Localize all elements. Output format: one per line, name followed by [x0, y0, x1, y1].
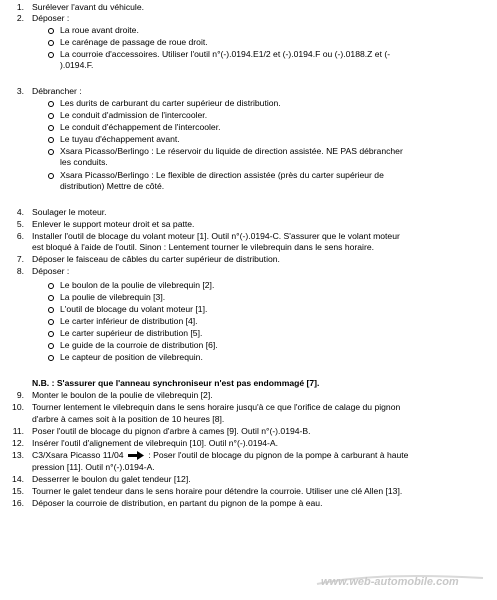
right-arrow-icon — [128, 451, 144, 460]
bullet-icon — [48, 113, 54, 119]
bullet-icon — [48, 40, 54, 46]
bullet-icon — [48, 355, 54, 361]
bullet-icon — [48, 52, 54, 58]
step-number: 4. — [16, 207, 24, 217]
step-text: Installer l'outil de blocage du volant moteur [1]. Outil n°(-).0194-C. S'assurer que le volant moteur — [32, 231, 400, 241]
step-text: Surélever l'avant du véhicule. — [32, 2, 144, 12]
step-text: Monter le boulon de la poulie de vilebrequin [2]. — [32, 390, 213, 400]
bullet-icon — [48, 28, 54, 34]
bullet-icon — [48, 101, 54, 107]
bullet-icon — [48, 137, 54, 143]
bullet-icon — [48, 307, 54, 313]
step-text: Insérer l'outil d'alignement de vilebrequin [10]. Outil n°(-).0194-A. — [32, 438, 279, 448]
bullet-icon — [48, 331, 54, 337]
bullet-icon — [48, 343, 54, 349]
step-number: 1. — [16, 2, 24, 12]
step-text-action: : Poser l'outil de blocage du pignon de la pompe à carburant à haute — [148, 450, 409, 460]
bullet-icon — [48, 125, 54, 131]
step-number: 16. — [12, 498, 24, 508]
step-number: 15. — [12, 486, 24, 496]
step-number: 2. — [16, 13, 24, 23]
watermark-logo — [315, 568, 485, 590]
step-number: 14. — [12, 474, 24, 484]
bullet-icon — [48, 295, 54, 301]
bullet-icon — [48, 149, 54, 155]
step-number: 7. — [16, 254, 24, 264]
step-number: 10. — [12, 402, 24, 412]
step-text: Débrancher : — [32, 86, 82, 96]
step-text: Déposer : — [32, 13, 70, 23]
step-text-model: C3/Xsara Picasso 11/04 — [32, 450, 124, 460]
step-text: Tourner lentement le vilebrequin dans le sens horaire jusqu'à ce que l'orifice de calage du pignon — [32, 402, 401, 412]
step-text: Tourner le galet tendeur dans le sens horaire pour détendre la courroie. Utiliser une clé Allen [13]. — [32, 486, 403, 496]
note-text: N.B. : S'assurer que l'anneau synchroniseur n'est pas endommagé [7]. — [32, 378, 320, 388]
bullet-icon — [48, 319, 54, 325]
step-text: Enlever le support moteur droit et sa patte. — [32, 219, 195, 229]
step-number: 6. — [16, 231, 24, 241]
step-number: 12. — [12, 438, 24, 448]
step-text: Desserrer le boulon du galet tendeur [12]. — [32, 474, 191, 484]
step-text: Déposer : — [32, 266, 70, 276]
step-text — [32, 450, 491, 461]
step-text: Soulager le moteur. — [32, 207, 107, 217]
step-number: 9. — [16, 390, 24, 400]
step-number: 3. — [16, 86, 24, 96]
bullet-icon — [48, 173, 54, 179]
bullet-icon — [48, 283, 54, 289]
step-text: Poser l'outil de blocage du pignon d'arbre à cames [9]. Outil n°(-).0194-B. — [32, 426, 311, 436]
step-number: 13. — [12, 450, 24, 460]
step-text: Déposer la courroie de distribution, en partant du pignon de la pompe à eau. — [32, 498, 323, 508]
step-number: 5. — [16, 219, 24, 229]
svg-text:www.web-automobile.com: www.web-automobile.com — [321, 576, 459, 588]
step-number: 8. — [16, 266, 24, 276]
step-text: Déposer le faisceau de câbles du carter supérieur de distribution. — [32, 254, 280, 264]
step-number: 11. — [12, 426, 24, 436]
